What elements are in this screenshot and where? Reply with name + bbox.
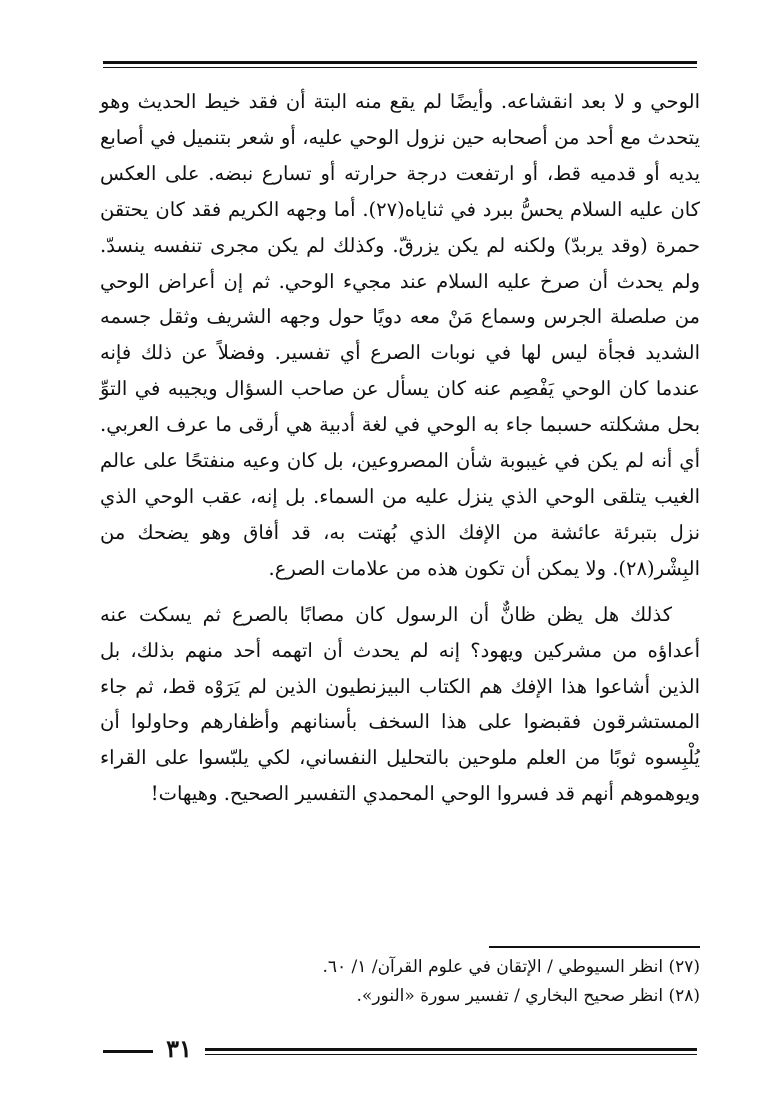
header-rule-thin bbox=[103, 67, 697, 68]
footnote-separator bbox=[489, 946, 700, 948]
header-rule-thick bbox=[103, 61, 697, 64]
footer-rule-left bbox=[103, 1050, 153, 1053]
main-text bbox=[100, 84, 700, 812]
footer-rule-right-thin bbox=[205, 1054, 697, 1055]
footnote-27: (٢٧) انظر السيوطي / الإتقان في علوم القرآن/ ١/ ٦٠. bbox=[322, 957, 700, 977]
footer-rule-right-thick bbox=[205, 1048, 697, 1051]
footnotes bbox=[300, 953, 700, 1011]
paragraph-2: كذلك هل يظن ظانٌّ أن الرسول كان مصابًا بالصرع ثم يسكت عنه أعداؤه من مشركين ويهود؟ إنه لم يحدث أن اتهمه أحد منهم بذلك، بل الذين أشاعوا هذا الإفك هم الكتاب البيزنطيون الذين لم يَرَوْه قط، ثم جاء المستشرقون فقبضوا على هذا السخف بأسنانهم وأظفارهم وحاولوا أن يُلْبِسوه ثوبًا من العلم ملوحين بالتحليل النفساني، لكي يلبّسوا على القراء ويوهموهم أنهم قد فسروا الوحي المحمدي التفسير الصحيح. وهيهات! bbox=[100, 602, 700, 806]
footnote-28: (٢٨) انظر صحيح البخاري / تفسير سورة «النور». bbox=[356, 986, 700, 1006]
page-number: ٣١ bbox=[166, 1034, 192, 1063]
paragraph-1: الوحي و لا بعد انقشاعه. وأيضًا لم يقع منه البتة أن فقد خيط الحديث وهو يتحدث مع أحد من أصحابه حين نزول الوحي عليه، أو شعر بتنميل في أصابع يديه أو قدميه قط، أو ارتفعت درجة حرارته أو تسارع نبضه. على العكس كان عليه السلام يحسُّ ببرد في ثناياه(٢٧). أما وجهه الكريم فقد كان يحتقن حمرة (وقد يربدّ) ولكنه لم يكن يزرقّ. وكذلك لم يكن مجرى تنفسه ينسدّ. ولم يحدث أن صرخ عليه السلام عند مجيء الوحي. ثم إن أعراض الوحي من صلصلة الجرس وسماع مَنْ معه دويًا حول وجهه الشريف وثقل جسمه الشديد فجأة ليس لها في نوبات الصرع أي تفسير. وفضلاً عن ذلك فإنه عندما كان الوحي يَفْصِم عنه كان يسأل عن صاحب السؤال ويجيبه في التوِّ بحل مشكلته حسبما جاء به الوحي في لغة أدبية هي أرقى ما عرف العربي. أي أنه لم يكن في غيبوبة شأن المصروعين، بل كان وعيه منفتحًا على عالم الغيب يتلقى الوحي الذي ينزل عليه من السماء. بل إنه، عقب الوحي الذي نزل بتبرئة عائشة من الإفك الذي بُهتت به، قد أفاق وهو يضحك من البِشْر(٢٨). ولا يمكن أن تكون هذه من علامات الصرع. bbox=[100, 90, 700, 580]
